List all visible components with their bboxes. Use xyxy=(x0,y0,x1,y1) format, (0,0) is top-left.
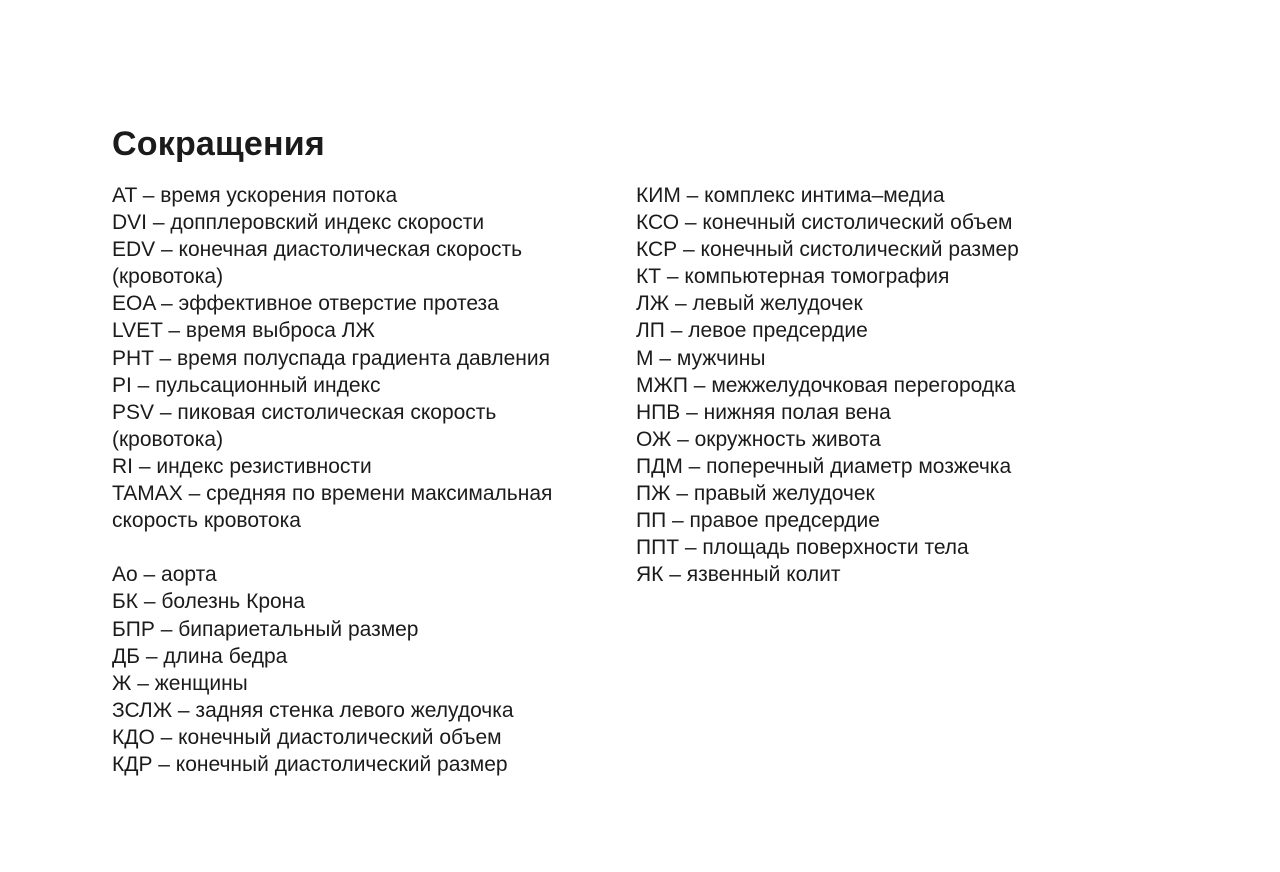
abbreviation-line: БПР – бипариетальный размер xyxy=(112,617,419,641)
abbreviation-line: DVI – допплеровский индекс скорости xyxy=(112,211,485,235)
abbreviation-line: (кровотока) xyxy=(112,427,224,451)
abbreviation-line: КСО – конечный систолический объем xyxy=(636,211,1013,235)
abbreviation-line: ЛЖ – левый желудочек xyxy=(636,292,863,316)
abbreviation-line: НПВ – нижняя полая вена xyxy=(636,400,891,424)
abbreviation-line: LVET – время выброса ЛЖ xyxy=(112,319,375,343)
abbreviation-line: PSV – пиковая систолическая скорость xyxy=(112,400,497,424)
abbreviation-line: КТ – компьютерная томография xyxy=(636,265,950,289)
abbreviation-line: (кровотока) xyxy=(112,265,224,289)
abbreviation-line: КДР – конечный диастолический размер xyxy=(112,752,508,776)
abbreviation-line: PHT – время полуспада градиента давления xyxy=(112,346,550,370)
abbreviation-line: ПЖ – правый желудочек xyxy=(636,482,875,506)
abbreviation-line: ОЖ – окружность живота xyxy=(636,427,881,451)
abbreviation-line: ПДМ – поперечный диаметр мозжечка xyxy=(636,454,1012,478)
abbreviation-line: Ж – женщины xyxy=(112,671,248,695)
abbreviation-line: ЯК – язвенный колит xyxy=(636,563,841,587)
abbreviation-line: Ао – аорта xyxy=(112,563,217,587)
abbreviation-line: ЗСЛЖ – задняя стенка левого желудочка xyxy=(112,698,514,722)
abbreviation-line: М – мужчины xyxy=(636,346,766,370)
abbreviation-line: ПП – правое предсердие xyxy=(636,509,880,533)
abbreviation-line: EDV – конечная диастолическая скорость xyxy=(112,238,523,262)
abbreviations-right-column xyxy=(636,182,1196,588)
page-title: Сокращения xyxy=(112,125,325,163)
abbreviation-line: ДБ – длина бедра xyxy=(112,644,288,668)
abbreviation-line: AT – время ускорения потока xyxy=(112,184,398,207)
abbreviation-line: МЖП – межжелудочковая перегородка xyxy=(636,373,1016,397)
abbreviation-line: КСР – конечный систолический размер xyxy=(636,238,1019,262)
abbreviation-line: EOA – эффективное отверстие протеза xyxy=(112,292,499,316)
abbreviation-line: КДО – конечный диастолический объем xyxy=(112,725,502,749)
abbreviation-line: PI – пульсационный индекс xyxy=(112,373,381,397)
section-spacer xyxy=(112,534,612,561)
abbreviations-left-column xyxy=(112,182,612,778)
abbreviation-line: БК – болезнь Крона xyxy=(112,590,305,614)
abbreviation-line: ППТ – площадь поверхности тела xyxy=(636,536,969,560)
abbreviation-line: RI – индекс резистивности xyxy=(112,454,372,478)
abbreviation-line: КИМ – комплекс интима–медиа xyxy=(636,184,945,207)
abbreviation-line: TAMAX – средняя по времени максимальная xyxy=(112,482,553,506)
abbreviation-line: скорость кровотока xyxy=(112,509,301,533)
abbreviation-line: ЛП – левое предсердие xyxy=(636,319,868,343)
